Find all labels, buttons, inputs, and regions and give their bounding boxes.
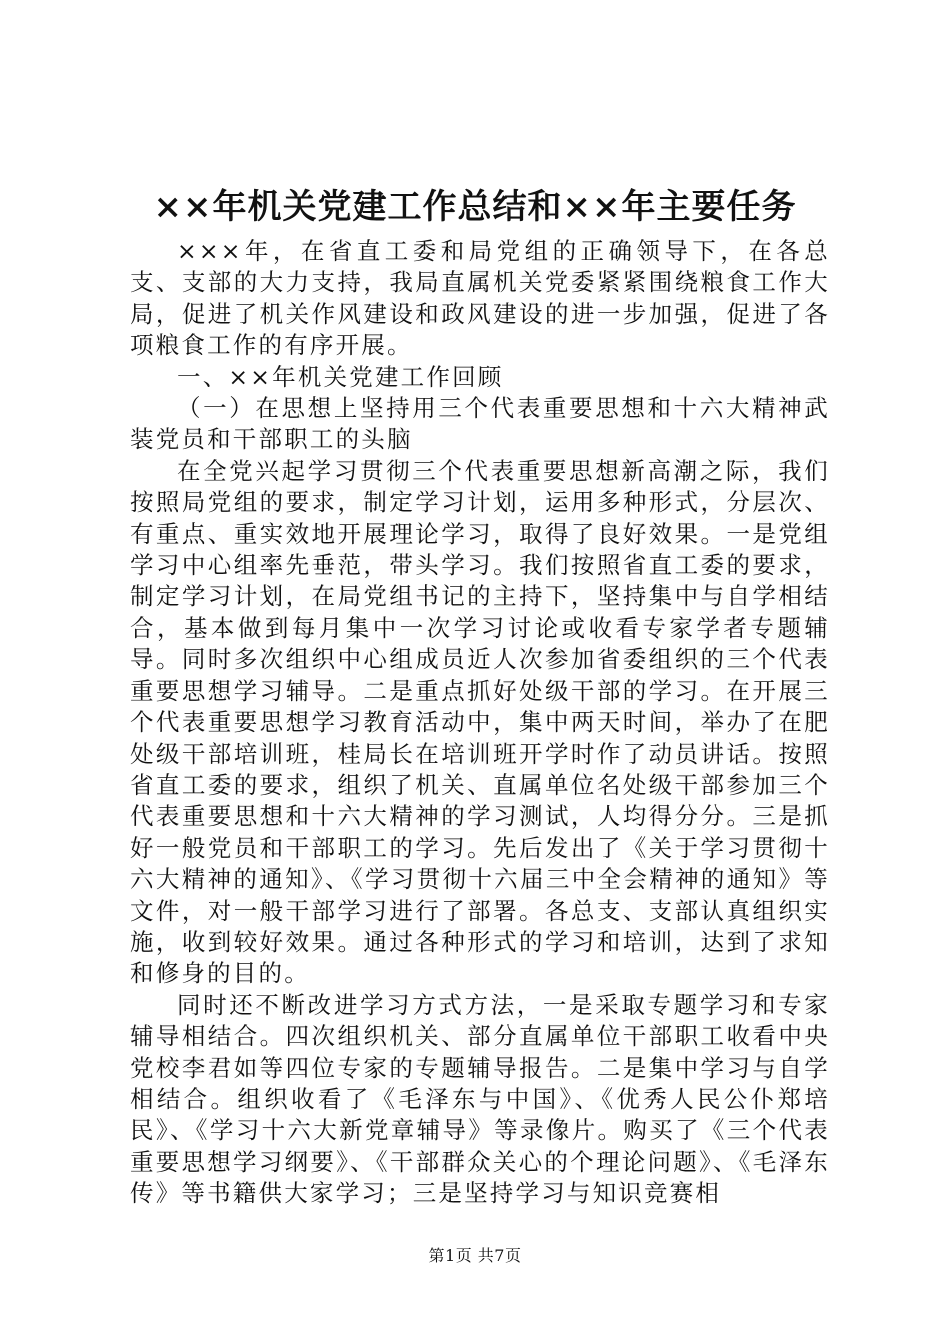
paragraph-methods: 同时还不断改进学习方式方法，一是采取专题学习和专家辅导相结合。四次组织机关、部分直属单位干部职工收看中央党校李君如等四位专家的专题辅导报告。二是集中学习与自学相结合。组织收看了《毛泽东与中国》、《优秀人民公仆郑培民》、《学习十六大新党章辅导》等录像片。购买了《三个代表重要思想学习纲要》、《干部群众关心的个理论问题》、《毛泽东传》等书籍供大家学习；三是坚持学习与知识竞赛相 [130, 990, 830, 1208]
paragraph-study: 在全党兴起学习贯彻三个代表重要思想新高潮之际，我们按照局党组的要求，制定学习计划，运用多种形式，分层次、有重点、重实效地开展理论学习，取得了良好效果。一是党组学习中心组率先垂范，带头学习。我们按照省直工委的要求，制定学习计划，在局党组书记的主持下，坚持集中与自学相结合，基本做到每月集中一次学习讨论或收看专家学者专题辅导。同时多次组织中心组成员近人次参加省委组织的三个代表重要思想学习辅导。二是重点抓好处级干部的学习。在开展三个代表重要思想学习教育活动中，集中两天时间，举办了在肥处级干部培训班，桂局长在培训班开学时作了动员讲话。按照省直工委的要求，组织了机关、直属单位名处级干部参加三个代表重要思想和十六大精神的学习测试，人均得分分。三是抓好一般党员和干部职工的学习。先后发出了《关于学习贯彻十六大精神的通知》、《学习贯彻十六届三中全会精神的通知》等文件，对一般干部学习进行了部署。各总支、支部认真组织实施，收到较好效果。通过各种形式的学习和培训，达到了求知和修身的目的。 [130, 456, 830, 988]
paragraph-intro: ×××年，在省直工委和局党组的正确领导下，在各总支、支部的大力支持，我局直属机关党委紧紧围绕粮食工作大局，促进了机关作风建设和政风建设的进一步加强，促进了各项粮食工作的有序开展。 [130, 237, 830, 360]
section-heading: 一、××年机关党建工作回顾 [177, 362, 504, 391]
document-title: ××年机关党建工作总结和××年主要任务 [153, 187, 797, 227]
document-body [130, 236, 830, 1210]
subsection-heading: （一）在思想上坚持用三个代表重要思想和十六大精神武装党员和干部职工的头脑 [130, 394, 830, 454]
page-footer: 第1页 共7页 [428, 1246, 522, 1265]
